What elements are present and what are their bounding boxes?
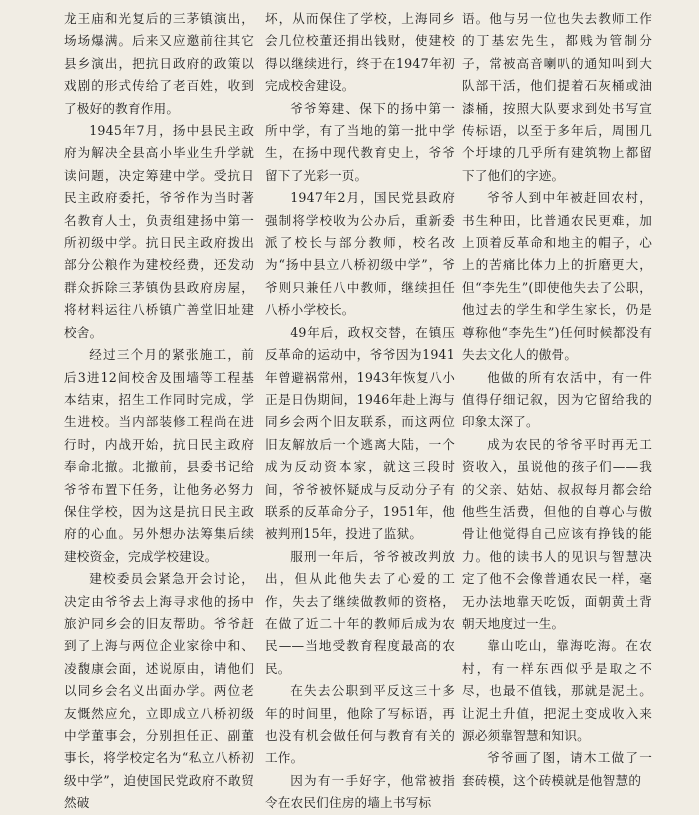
- paragraph: 1945年7月，扬中县民主政府为解决全县高小毕业生升学就读问题，决定筹建中学。受抗日民主政府委托，爷爷作为当时著名教育人士，负责组建扬中第一所初级中学。抗日民主政府拨出部分公粮作为建校经费，还发动群众拆除三茅镇伪县政府房屋，将材料运往八桥镇广善堂旧址建校舍。: [64, 123, 254, 340]
- paragraph: 49年后，政权交替，在镇压反革命的运动中，爷爷因为1941年曾避祸常州，1943年恢复八小正是日伪期间，1946年赴上海与同乡会两个旧友联系，而这两位旧友解放后一个逃离大陆，一个成为反动资本家，就这三段时间，爷爷被怀疑成与反动分子有联系的反革命分子，1951年，他被判刑15年，投进了监狱。: [265, 324, 455, 542]
- paragraph: 爷爷筹建、保下的扬中第一所中学，有了当地的第一批中学生，在扬中现代教育史上，爷爷留下了光彩一页。: [265, 100, 455, 183]
- text-column-1: [64, 8, 254, 815]
- paragraph: 靠山吃山，靠海吃海。在农村，有一样东西似乎是取之不尽，也最不值钱，那就是泥土。让泥土升值，把泥土变成收入来源必须靠智慧和知识。: [462, 638, 652, 743]
- paragraph: 服刑一年后，爷爷被改判放出，但从此他失去了心爱的工作，失去了继续做教师的资格，在做了近二十年的教师后成为农民——当地受教育程度最高的农民。: [265, 548, 455, 676]
- paragraph: 1947年2月，国民党县政府强制将学校收为公办后，重新委派了校长与部分教师，校名改为“扬中县立八桥初级中学”，爷爷则只兼任八中教师，继续担任八桥小学校长。: [265, 190, 455, 318]
- paragraph: 在失去公职到平反这三十多年的时间里，他除了写标语，再也没有机会做任何与教育有关的工作。: [265, 683, 455, 766]
- paragraph: 语。他与另一位也失去教师工作的丁基宏先生，都贱为管制分子，常被高音喇叭的通知叫到大队部干活，他们提着石灰桶或油漆桶，按照大队要求到处书写宣传标语，以至于多年后，周围几个圩埭的几乎所有建筑物上都留下了他们的字迹。: [462, 11, 652, 183]
- paragraph: 坏，从而保住了学校，上海同乡会几位校董还捐出钱财，使建校得以继续进行，终于在1947年初完成校舍建设。: [265, 11, 455, 94]
- paragraph: 成为农民的爷爷平时再无工资收入，虽说他的孩子们——我的父亲、姑姑、叔叔每月都会给他些生活费，但他的自尊心与傲骨让他觉得自己应该有挣钱的能力。他的读书人的见识与智慧决定了他不会像普通农民一样，毫无办法地靠天吃饭，面朝黄土背朝天地度过一生。: [462, 436, 652, 631]
- text-column-2: [265, 8, 455, 815]
- paragraph: 建校委员会紧急开会讨论，决定由爷爷去上海寻求他的扬中旅沪同乡会的旧友帮助。爷爷赶到了上海与两位企业家徐中和、凌馥康会面，述说原由，请他们以同乡会名义出面办学。两位老友慨然应允，立即成立八桥初级中学董事会，分别担任正、副董事长，将学校定名为“私立八桥初级中学”，迫使国民党政府不敢贸然破: [64, 571, 254, 811]
- paragraph: 爷爷画了图，请木工做了一套砖模，这个砖模就是他智慧的: [462, 750, 652, 788]
- paragraph: 龙王庙和光复后的三茅镇演出，场场爆满。后来又应邀前往其它县乡演出，把抗日政府的政策以戏剧的形式传给了老百姓，收到了极好的教育作用。: [64, 11, 254, 116]
- text-column-3: [462, 8, 652, 792]
- paragraph: 因为有一手好字，他常被指令在农民们住房的墙上书写标: [265, 772, 455, 811]
- paragraph: 爷爷人到中年被赶回农村，书生种田，比普通农民更难，加上顶着反革命和地主的帽子，心上的苦痛比体力上的折磨更大，但“李先生”(即使他失去了公职，他过去的学生和学生家长，仍是尊称他“李先生”)任何时候都没有失去文化人的傲骨。: [462, 190, 652, 363]
- paragraph: 经过三个月的紧张施工，前后3进12间校舍及围墙等工程基本结束，招生工作同时完成，学生进校。当内部装修工程尚在进行时，内战开始，抗日民主政府奉命北撤。北撤前，县委书记给爷爷布置下任务，让他务必努力保住学校，因为这是抗日民主政府的心血。另外想办法筹集后续建校资金，完成学校建设。: [64, 347, 254, 564]
- paragraph: 他做的所有农活中，有一件值得仔细记叙，因为它留给我的印象太深了。: [462, 369, 652, 430]
